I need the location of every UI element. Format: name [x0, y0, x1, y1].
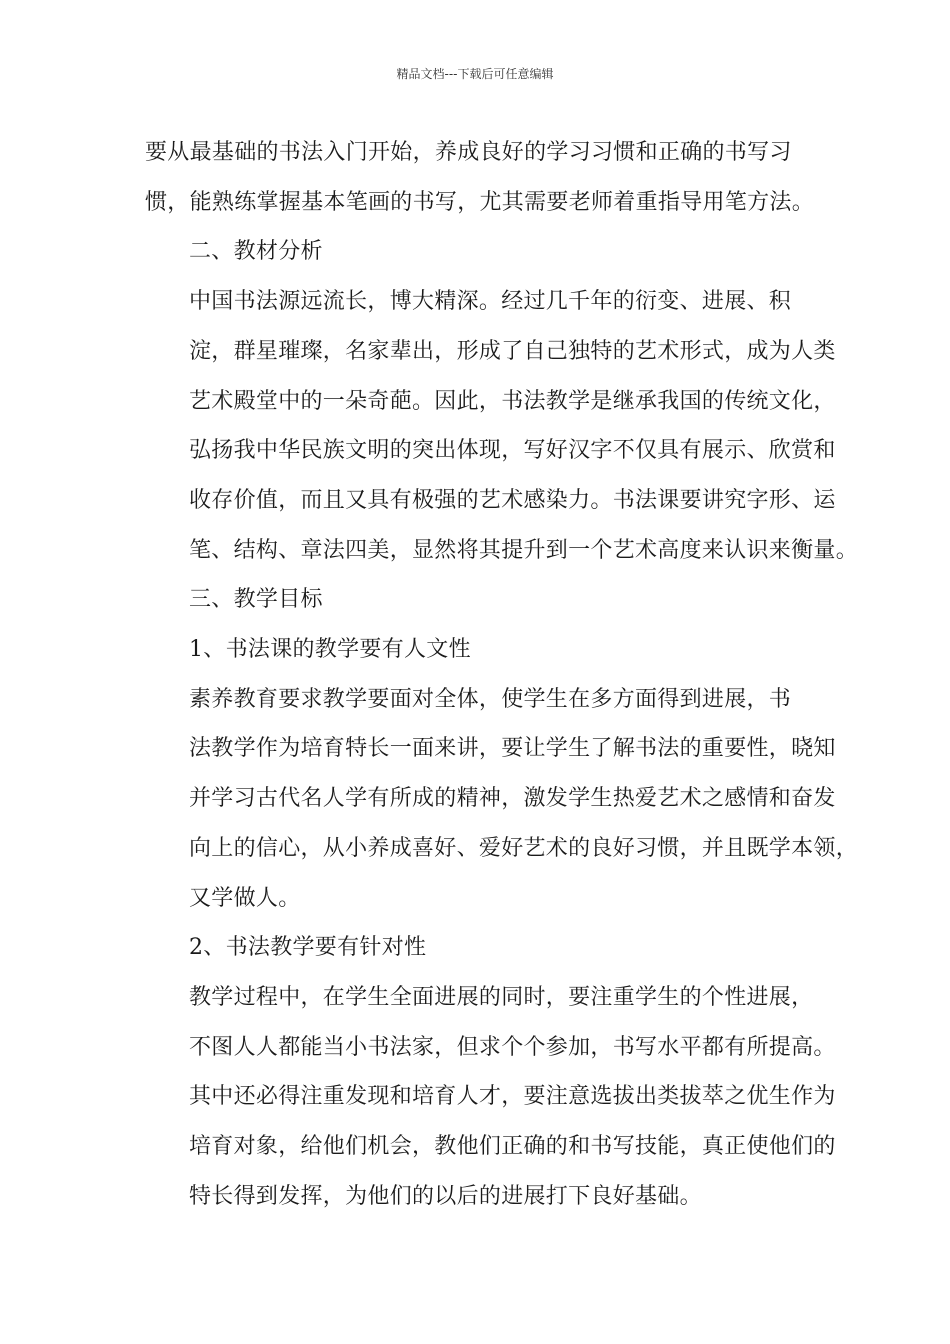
text-line: 中国书法源远流长，博大精深。经过几千年的衍变、进展、积: [189, 289, 792, 315]
page-header: 精品文档---下载后可任意编辑: [396, 67, 554, 81]
text-line: 淀，群星璀璨，名家辈出，形成了自己独特的艺术形式，成为人类: [189, 338, 836, 364]
text-line: 弘扬我中华民族文明的突出体现，写好汉字不仅具有展示、欣赏和: [189, 438, 836, 464]
text-line: 要从最基础的书法入门开始，养成良好的学习习惯和正确的书写习: [145, 140, 792, 165]
paragraph: [145, 227, 810, 277]
paragraph: [145, 575, 810, 625]
text-line: 1、书法课的教学要有人文性: [189, 637, 471, 663]
text-line: 又学做人。: [189, 885, 301, 911]
text-line: 法教学作为培育特长一面来讲，要让学生了解书法的重要性，晓知: [189, 736, 836, 762]
text-line: 收存价值，而且又具有极强的艺术感染力。书法课要讲究字形、运: [189, 487, 836, 513]
paragraph: [145, 625, 810, 675]
text-line: 笔、结构、章法四美，显然将其提升到一个艺术高度来认识来衡量。: [189, 537, 859, 563]
text-line: 惯，能熟练掌握基本笔画的书写，尤其需要老师着重指导用笔方法。: [145, 189, 815, 215]
document-body: [145, 128, 859, 1221]
paragraph: [145, 128, 815, 227]
text-line: 艺术殿堂中的一朵奇葩。因此，书法教学是继承我国的传统文化，: [189, 388, 836, 414]
text-line: 并学习古代名人学有所成的精神，激发学生热爱艺术之感情和奋发: [189, 786, 836, 812]
text-line: 不图人人都能当小书法家，但求个个参加，书写水平都有所提高。: [189, 1034, 836, 1060]
text-line: 向上的信心，从小养成喜好、爱好艺术的良好习惯，并且既学本领，: [189, 835, 859, 861]
paragraph: [145, 675, 859, 924]
text-line: 其中还必得注重发现和培育人才，要注意选拔出类拔萃之优生作为: [189, 1084, 836, 1110]
text-line: 素养教育要求教学要面对全体，使学生在多方面得到进展，书: [189, 686, 792, 712]
text-line: 三、教学目标: [189, 587, 323, 613]
paragraph: [145, 277, 859, 575]
paragraph: [145, 923, 810, 973]
text-line: 特长得到发挥，为他们的以后的进展打下良好基础。: [189, 1183, 702, 1209]
text-line: 2、书法教学要有针对性: [189, 935, 427, 961]
text-line: 培育对象，给他们机会，教他们正确的和书写技能，真正使他们的: [189, 1134, 836, 1160]
text-line: 二、教材分析: [189, 239, 323, 265]
text-line: 教学过程中，在学生全面进展的同时，要注重学生的个性进展，: [189, 984, 814, 1010]
paragraph: [145, 973, 836, 1222]
